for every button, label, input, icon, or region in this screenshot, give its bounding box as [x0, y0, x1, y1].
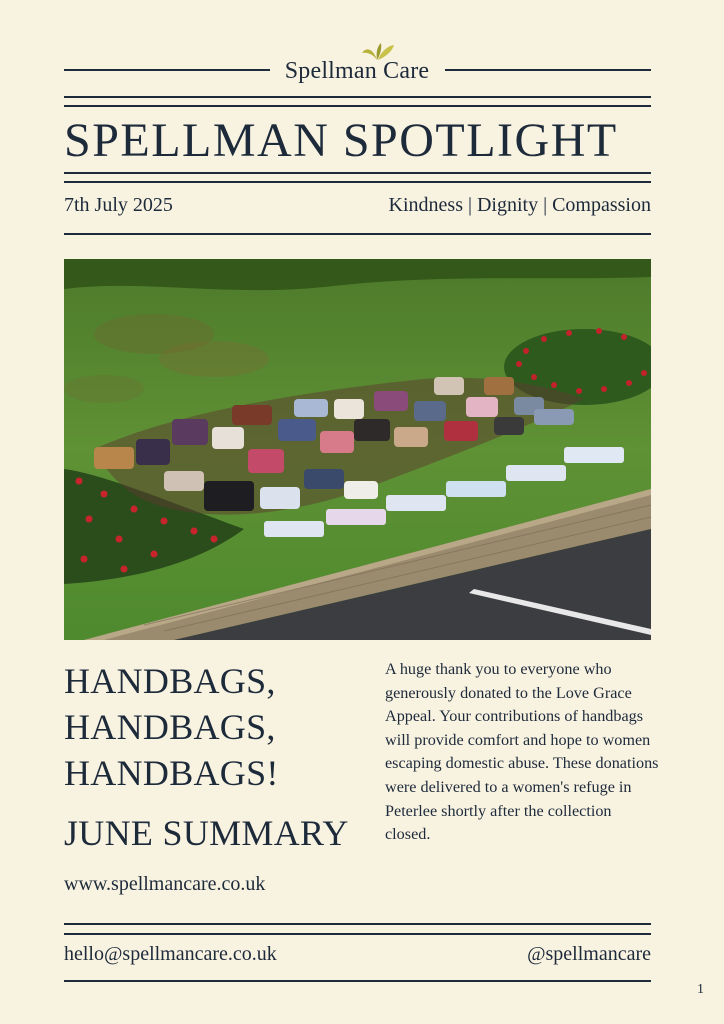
newsletter-title: SPELLMAN SPOTLIGHT [64, 114, 618, 167]
website-link[interactable]: www.spellmancare.co.uk [64, 873, 266, 895]
spellman-care-logo[interactable] [268, 42, 446, 84]
headline-line-1: HANDBAGS, [64, 661, 276, 701]
issue-date: 7th July 2025 [64, 194, 173, 216]
headline-line-2: HANDBAGS, [64, 707, 276, 747]
title-rule-top-1 [64, 96, 651, 98]
subheader-rule [64, 233, 651, 235]
section-title: JUNE SUMMARY [64, 813, 349, 853]
title-rule-bottom-1 [64, 172, 651, 174]
article-headline [64, 658, 374, 796]
social-handle-link[interactable]: @spellmancare [527, 943, 651, 965]
logo-rule-right [445, 69, 651, 71]
article-body: A huge thank you to everyone who generously donated to the Love Grace Appeal. Your contributions of handbags will provide comfort and hope to women escaping domestic abuse. These donations were delivered to a women's refuge in Peterlee shortly after the collection closed. [385, 660, 659, 844]
headline-line-3: HANDBAGS! [64, 753, 279, 793]
title-rule-bottom-2 [64, 181, 651, 183]
footer-rule-top-1 [64, 923, 651, 925]
title-rule-top-2 [64, 105, 651, 107]
handbags-photo [64, 259, 651, 640]
footer-rule-bottom [64, 980, 651, 982]
logo-text: Spellman Care [284, 58, 430, 84]
donated-handbags-photo [64, 259, 651, 640]
logo-rule-left [64, 69, 270, 71]
footer-rule-top-2 [64, 933, 651, 935]
values-tagline: Kindness | Dignity | Compassion [388, 194, 651, 216]
email-link[interactable]: hello@spellmancare.co.uk [64, 943, 277, 965]
page-number: 1 [697, 982, 704, 997]
